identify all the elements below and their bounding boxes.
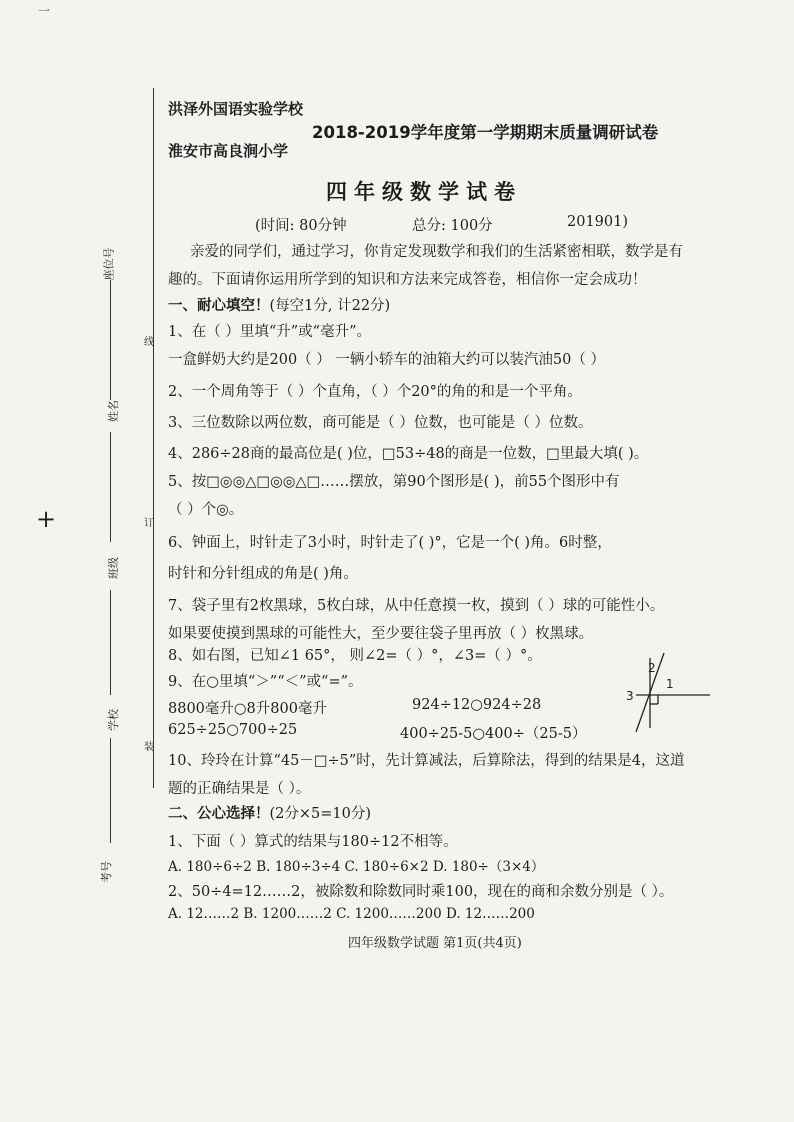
s1-line-6: 5、按□◎◎△□◎◎△□……摆放，第90个图形是( )，前55个图形中有 (168, 474, 620, 490)
section1-heading (168, 294, 390, 315)
section2-note: (2分×5=10分) (269, 806, 372, 822)
s1-line-15b: 400÷25-5○400÷（25-5） (400, 726, 587, 742)
section1-title: 一、耐心填空！ (168, 298, 270, 314)
binding-crosshair: + (36, 505, 57, 533)
school-label: 学校 (107, 709, 120, 731)
s1-line-3: 2、一个周角等于（ ）个直角，（ ）个20°的角的和是一个平角。 (168, 384, 582, 400)
school-name-2: 淮安市高良涧小学 (168, 142, 289, 160)
exam-code: 201901) (567, 214, 629, 230)
s1-line-14b: 924÷12○924÷28 (412, 697, 542, 713)
s2-line-2: A. 180÷6÷2 B. 180÷3÷4 C. 180÷6×2 D. 180÷（3×4） (168, 859, 545, 875)
angle-figure (618, 648, 728, 738)
exam-title: 2018-2019学年度第一学期期末质量调研试卷 (312, 123, 659, 142)
school-line (110, 738, 111, 843)
s1-line-2: 一盒鲜奶大约是200（ ） 一辆小轿车的油箱大约可以装汽油50（ ） (168, 352, 605, 368)
exam-time: (时间: 80分钟 (255, 218, 347, 234)
seat-line (110, 280, 111, 400)
intro-line-1: 亲爱的同学们，通过学习，你肯定发现数学和我们的生活紧密相联，数学是有 (190, 244, 683, 260)
page-title: 四年级数学试卷 (326, 180, 522, 204)
intro-line-2: 趣的。下面请你运用所学到的知识和方法来完成答卷，相信你一定会成功！ (168, 272, 647, 288)
s1-line-11: 如果要使摸到黑球的可能性大，至少要往袋子里再放（ ）枚黑球。 (168, 626, 594, 642)
name-line (110, 432, 111, 542)
s2-line-3: 2、50÷4=12……2，被除数和除数同时乘100，现在的商和余数分别是（ ）。 (168, 884, 674, 900)
binding-mark-top: 线 (144, 337, 154, 348)
s1-line-12: 8、如右图，已知∠1 65°， 则∠2=（ ）°，∠3=（ ）°。 (168, 648, 542, 664)
class-line (110, 590, 111, 695)
figure-label-3: 3 (626, 689, 634, 703)
figure-label-2: 2 (648, 661, 656, 675)
s1-line-14a: 8800毫升○8升800毫升 (168, 701, 327, 717)
s1-line-17: 题的正确结果是（ ）。 (168, 781, 311, 797)
exam-no-label: 考号 (100, 861, 113, 883)
s1-line-5: 4、286÷28商的最高位是( )位，□53÷48的商是一位数，□里最大填( )。 (168, 446, 649, 462)
s1-line-10: 7、袋子里有2枚黑球，5枚白球，从中任意摸一枚，摸到（ ）球的可能性小。 (168, 598, 665, 614)
s2-line-1: 1、下面（ ）算式的结果与180÷12不相等。 (168, 834, 458, 850)
s1-line-15a: 625÷25○700÷25 (168, 722, 298, 738)
figure-label-1: 1 (666, 677, 674, 691)
page-footer: 四年级数学试题 第1页(共4页) (348, 936, 522, 951)
s1-line-7: （ ）个◎。 (168, 502, 244, 518)
binding-line (153, 88, 154, 788)
binding-mark-bot: 装 (144, 742, 154, 753)
corner-mark: 一 (38, 4, 51, 18)
s1-line-13: 9、在○里填“＞”“＜”或“=”。 (168, 674, 363, 690)
exam-total-score: 总分: 100分 (412, 218, 493, 234)
section2-title: 二、公心选择！ (168, 806, 270, 822)
school-name-1: 洪泽外国语实验学校 (168, 100, 304, 118)
s1-line-16: 10、玲玲在计算“45－□÷5”时，先计算减法，后算除法，得到的结果是4，这道 (168, 753, 685, 769)
s1-line-8: 6、钟面上，时针走了3小时，时针走了( )°，它是一个( )角。6时整， (168, 535, 612, 551)
section1-note: (每空1分, 计22分) (269, 298, 391, 314)
s1-line-4: 3、三位数除以两位数，商可能是（ ）位数，也可能是（ ）位数。 (168, 415, 593, 431)
s1-line-1: 1、在（ ）里填“升”或“毫升”。 (168, 324, 371, 340)
name-label: 姓名 (107, 400, 120, 422)
binding-mark-mid: 订 (144, 518, 154, 529)
seat-label: 座位号 (102, 247, 116, 281)
class-label: 班级 (107, 557, 120, 579)
section2-heading (168, 802, 371, 823)
s2-line-4: A. 12……2 B. 1200……2 C. 1200……200 D. 12……200 (168, 906, 535, 922)
s1-line-9: 时针和分针组成的角是( )角。 (168, 566, 358, 582)
